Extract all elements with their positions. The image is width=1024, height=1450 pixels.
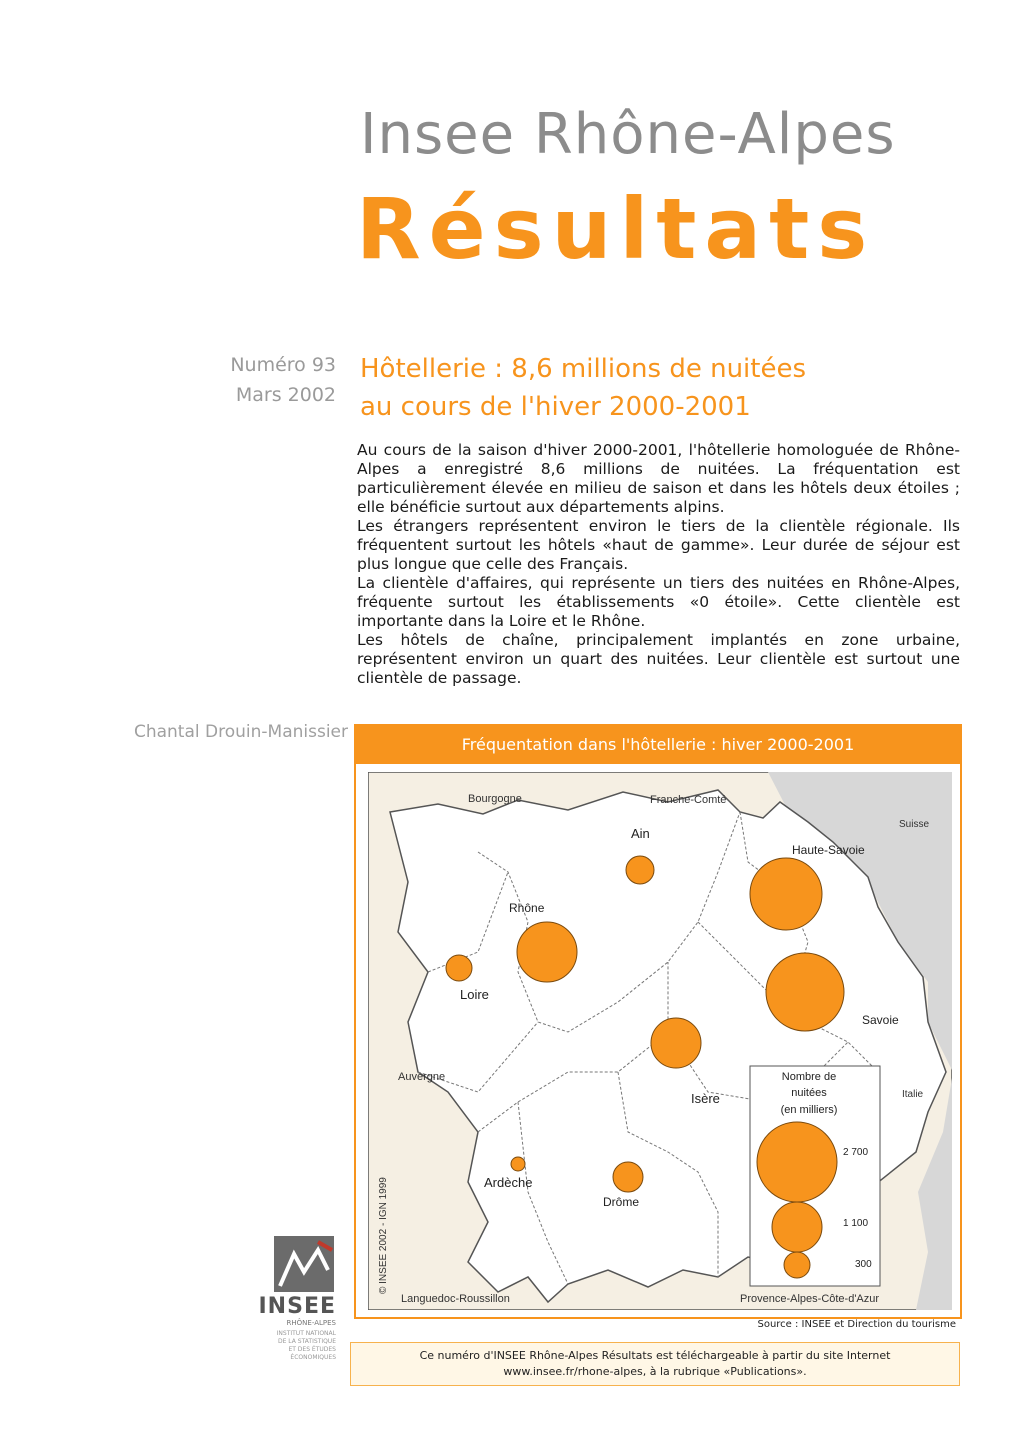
logo-name: INSEE [258,1294,336,1319]
abstract-paragraph: Au cours de la saison d'hiver 2000-2001, l'hôtellerie homologuée de Rhône-Alpes a enregistré 8,6 millions de nuitées. La fréquentation est particulièrement élevée en milieu de saison et dans les hôtels deux étoiles ; elle bénéficie surtout aux départements alpins. [357,441,960,516]
abstract [357,441,960,688]
logo-institute-line: DE LA STATISTIQUE [277,1338,336,1345]
legend-value-small: 300 [855,1259,872,1270]
download-note-line-2: www.insee.fr/rhone-alpes, à la rubrique «Publications». [503,1365,807,1378]
download-note-line-1: Ce numéro d'INSEE Rhône-Alpes Résultats est téléchargeable à partir du site Internet [419,1349,891,1362]
bubble-rhone [517,922,577,982]
label-paca: Provence-Alpes-Côte-d'Azur [740,1293,880,1305]
abstract-paragraph: Les étrangers représentent environ le tiers de la clientèle régionale. Ils fréquentent surtout les hôtels «haut de gamme». Leur durée de séjour est plus longue que celle des Français. [357,517,960,573]
bubble-haute-savoie [750,858,822,930]
map-copyright: © INSEE 2002 - IGN 1999 [378,1177,389,1294]
author-name: Chantal Drouin-Manissier [133,722,348,742]
region-map [368,772,952,1310]
map-legend [750,1066,880,1286]
logo-region: RHÔNE-ALPES [286,1319,336,1327]
issue-date: Mars 2002 [235,384,336,406]
label-auvergne: Auvergne [398,1071,446,1083]
label-ardeche: Ardèche [484,1175,533,1190]
legend-bubble-small [784,1252,810,1278]
label-ain: Ain [631,826,650,841]
bubble-savoie [766,953,844,1031]
bubble-drome [613,1162,643,1192]
label-suisse: Suisse [899,819,930,830]
legend-title-line-3: (en milliers) [780,1104,838,1116]
label-italie: Italie [902,1089,924,1100]
bubble-ardeche [511,1157,525,1171]
label-haute-savoie: Haute-Savoie [792,843,865,857]
headline-line-1: Hôtellerie : 8,6 millions de nuitées [360,354,806,384]
logo-institute-line: ÉCONOMIQUES [290,1354,336,1361]
logo-mark [274,1236,334,1292]
map-panel [354,724,962,1319]
bubble-loire [446,955,472,981]
label-languedoc: Languedoc-Roussillon [401,1293,510,1305]
label-bourgogne: Bourgogne [468,793,522,805]
headline-line-2: au cours de l'hiver 2000-2001 [360,392,751,422]
logo-graphic [274,1236,334,1292]
download-note [350,1342,960,1386]
label-franche-comte: Franche-Comté [650,794,727,806]
article-headline [360,350,806,426]
legend-title-line-1: Nombre de [781,1071,837,1083]
legend-bubble-large [757,1122,837,1202]
logo-institute-line: ET DES ÉTUDES [288,1346,336,1353]
publication-brand: Insee Rhône-Alpes [360,102,896,167]
issue-number: Numéro 93 [230,354,336,376]
legend-title-line-2: nuitées [791,1087,827,1099]
abstract-paragraph: Les hôtels de chaîne, principalement implantés en zone urbaine, représentent environ un quart des nuitées. Leur clientèle est surtout une clientèle de passage. [357,631,960,687]
label-rhone: Rhône [509,901,545,915]
map-title: Fréquentation dans l'hôtellerie : hiver 2000-2001 [356,726,960,764]
label-drome: Drôme [603,1195,640,1209]
abstract-paragraph: La clientèle d'affaires, qui représente un tiers des nuitées en Rhône-Alpes, fréquente surtout les établissements «0 étoile». Cette clientèle est importante dans la Loire et le Rhône. [357,574,960,630]
insee-logo [248,1236,336,1362]
series-title: Résultats [356,180,876,278]
legend-bubble-medium [772,1202,822,1252]
legend-value-medium: 1 100 [843,1218,869,1229]
label-savoie: Savoie [862,1013,899,1027]
label-isere: Isère [691,1091,720,1106]
bubble-isere [651,1018,701,1068]
map-source: Source : INSEE et Direction du tourisme [757,1319,956,1330]
logo-institute [248,1330,336,1362]
logo-institute-line: INSTITUT NATIONAL [276,1330,336,1337]
label-loire: Loire [460,987,489,1002]
legend-value-large: 2 700 [843,1147,869,1158]
bubble-ain [626,856,654,884]
